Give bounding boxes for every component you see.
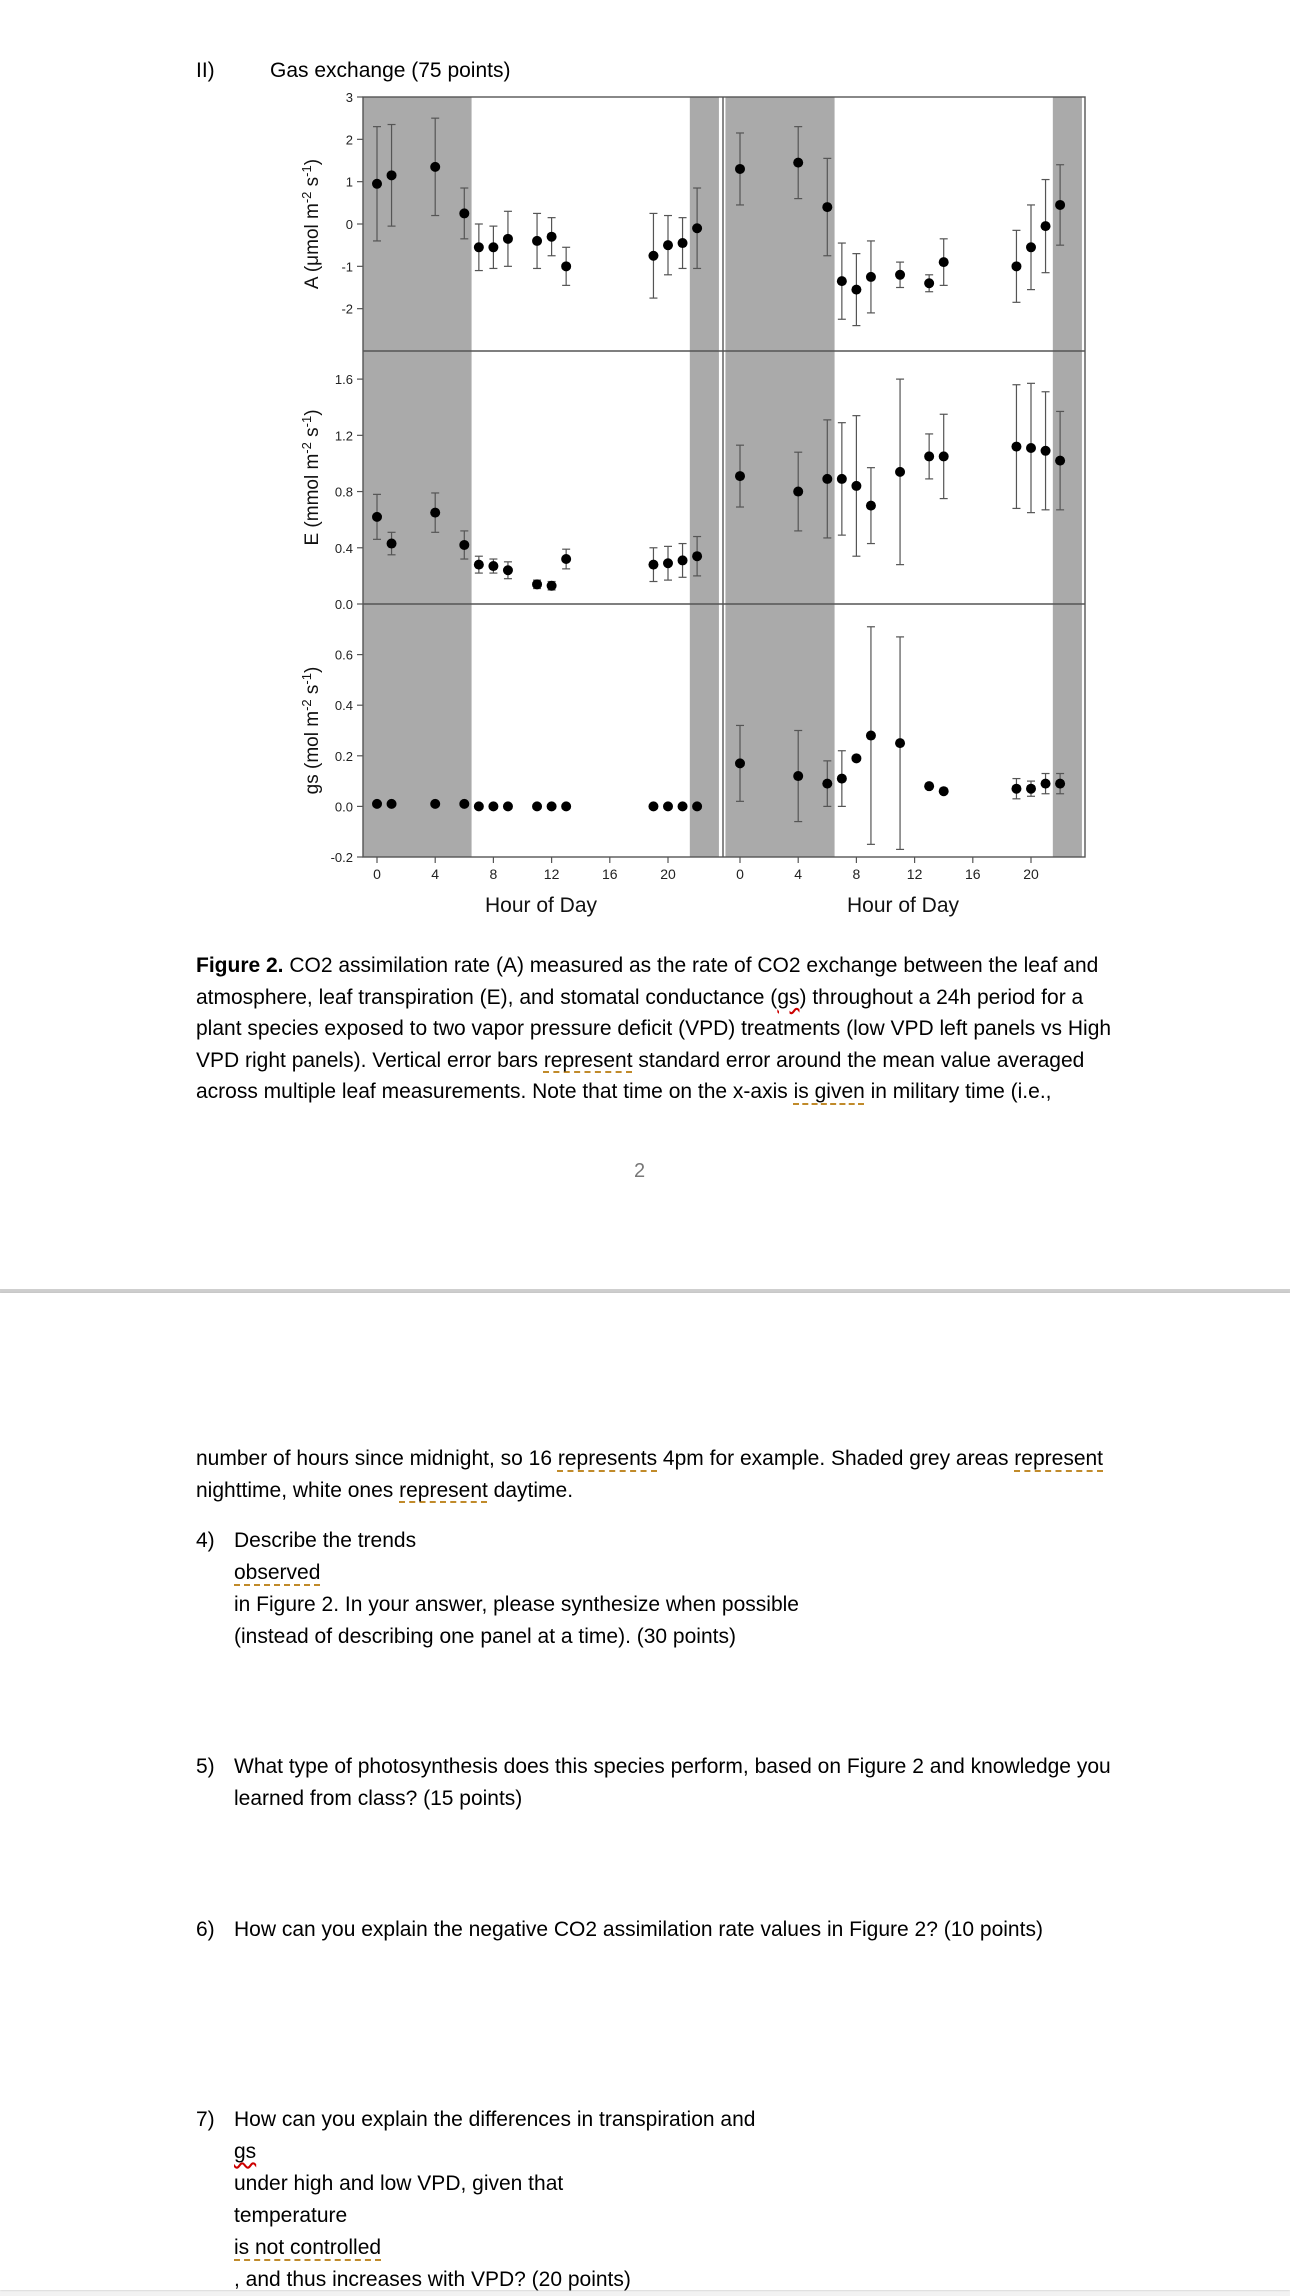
- data-point-A-left: [648, 251, 658, 261]
- caption-line-4a: VPD right panels). Vertical error bars: [196, 1048, 544, 1072]
- data-point-A-right: [1011, 261, 1021, 271]
- data-point-A-right: [837, 276, 847, 286]
- page-number: 2: [634, 1160, 646, 1182]
- data-point-gs-left: [692, 801, 702, 811]
- data-point-gs-right: [866, 731, 876, 741]
- data-point-E-right: [866, 501, 876, 511]
- question-6-number: 6): [196, 1918, 215, 1941]
- data-point-E-right: [793, 487, 803, 497]
- data-point-gs-right: [924, 781, 934, 791]
- question-4-line-1a: Describe the trends: [234, 1529, 417, 1552]
- x-tick-label-right: 20: [1023, 866, 1039, 882]
- cont-represents-word: represents: [557, 1447, 658, 1470]
- data-point-E-left: [663, 558, 673, 568]
- y-axis-label-part: -1: [299, 165, 314, 177]
- x-axis-label-left: Hour of Day: [484, 894, 598, 917]
- x-tick-label-right: 16: [965, 866, 981, 882]
- data-point-E-left: [372, 512, 382, 522]
- data-point-E-left: [547, 581, 557, 591]
- caption-label: Figure 2.: [196, 954, 284, 977]
- data-point-gs-left: [678, 801, 688, 811]
- data-point-A-right: [851, 285, 861, 295]
- caption-line-5a: across multiple leaf measurements. Note that time on the x-axis: [196, 1080, 794, 1103]
- y-tick-label: -1: [341, 259, 353, 275]
- question-7-gs-word: gs: [234, 2140, 257, 2163]
- data-point-gs-left: [459, 799, 469, 809]
- data-point-E-left: [678, 555, 688, 565]
- question-4-number: 4): [196, 1529, 215, 1552]
- caption-continuation: [196, 1443, 1103, 1506]
- question-4-line-1c: in Figure 2. In your answer, please synthesize when possible: [234, 1593, 799, 1616]
- cont-line-2a: nighttime, white ones: [196, 1478, 400, 1502]
- data-point-gs-right: [1011, 784, 1021, 794]
- data-point-A-right: [866, 272, 876, 282]
- data-point-gs-right: [837, 774, 847, 784]
- caption-gs-word: gs: [777, 985, 800, 1009]
- y-tick-label: 0.4: [334, 540, 353, 556]
- question-7-notcontrolled-words: is not controlled: [234, 2236, 382, 2259]
- data-point-A-right: [939, 257, 949, 267]
- data-point-A-left: [532, 236, 542, 246]
- y-axis-label-part: E (mmol m: [302, 453, 323, 546]
- question-7-line-2c: , and thus increases with VPD? (20 points): [234, 2268, 631, 2291]
- data-point-gs-left: [532, 801, 542, 811]
- question-5-number: 5): [196, 1755, 215, 1778]
- data-point-E-left: [488, 561, 498, 571]
- night-shading: [1053, 97, 1082, 857]
- data-point-E-left: [387, 539, 397, 549]
- y-tick-label: -2: [341, 301, 353, 317]
- data-point-gs-left: [648, 801, 658, 811]
- caption-line-5c: in military time (i.e.,: [864, 1080, 1052, 1103]
- data-point-E-right: [895, 467, 905, 477]
- caption-represent-word: represent: [543, 1048, 633, 1072]
- y-axis-label-part: -2: [299, 191, 314, 204]
- data-point-A-left: [678, 238, 688, 248]
- data-point-gs-right: [822, 779, 832, 789]
- data-point-gs-left: [387, 799, 397, 809]
- y-tick-label: 1: [345, 174, 353, 190]
- data-point-gs-right: [851, 753, 861, 763]
- y-tick-label: 0.0: [334, 799, 353, 815]
- data-point-gs-right: [939, 786, 949, 796]
- caption-isgiven-word: is given: [793, 1080, 865, 1103]
- data-point-A-right: [735, 164, 745, 174]
- data-point-gs-left: [372, 799, 382, 809]
- data-point-E-left: [561, 554, 571, 564]
- caption-line-2c: ) throughout a 24h period for a: [799, 985, 1084, 1009]
- y-axis-label: [299, 667, 323, 795]
- cont-represent-word-2: represent: [399, 1478, 488, 1502]
- y-axis-label-part: ): [302, 409, 323, 416]
- caption-line-4c: standard error around the mean value averaged: [632, 1048, 1085, 1072]
- y-axis-label-part: s: [302, 427, 323, 443]
- caption-line-1: CO2 assimilation rate (A) measured as the rate of CO2 exchange between the leaf and: [283, 954, 1099, 977]
- y-tick-label: 0.4: [334, 698, 353, 714]
- data-point-E-left: [459, 540, 469, 550]
- data-point-A-right: [1055, 200, 1065, 210]
- data-point-gs-right: [793, 771, 803, 781]
- x-tick-label-right: 4: [794, 866, 803, 882]
- data-point-gs-left: [430, 799, 440, 809]
- y-axis-label: [299, 159, 323, 289]
- data-point-A-left: [561, 261, 571, 271]
- y-axis-label-part: -1: [299, 415, 314, 428]
- data-point-gs-left: [503, 801, 513, 811]
- x-tick-label-left: 8: [489, 866, 498, 882]
- data-point-E-right: [924, 451, 934, 461]
- cont-represent-word: represent: [1014, 1447, 1104, 1470]
- data-point-E-left: [648, 560, 658, 570]
- data-point-E-right: [939, 451, 949, 461]
- data-point-E-right: [1026, 443, 1036, 453]
- y-tick-label: 3: [345, 90, 353, 105]
- data-point-E-right: [1041, 446, 1051, 456]
- data-point-A-right: [822, 202, 832, 212]
- data-point-gs-right: [1055, 779, 1065, 789]
- question-5-line-2: learned from class? (15 points): [234, 1787, 523, 1810]
- data-point-gs-left: [547, 801, 557, 811]
- question-7-number: 7): [196, 2108, 215, 2131]
- data-point-E-right: [1055, 456, 1065, 466]
- x-tick-label-left: 16: [602, 866, 618, 882]
- data-point-gs-left: [663, 801, 673, 811]
- data-point-A-right: [1041, 221, 1051, 231]
- y-tick-label: 0.2: [334, 748, 353, 764]
- data-point-E-right: [837, 474, 847, 484]
- question-7-line-1a: How can you explain the differences in transpiration and: [234, 2108, 756, 2131]
- cont-line-1a: number of hours since midnight, so 16: [196, 1447, 558, 1470]
- section-number: II): [196, 59, 215, 82]
- figure-caption: [196, 950, 1126, 1108]
- figure-2-chart: [0, 0, 1290, 930]
- x-axis-label-right: Hour of Day: [846, 894, 960, 917]
- y-tick-label: 1.2: [334, 428, 353, 444]
- night-shading: [690, 97, 719, 857]
- x-tick-label-right: 12: [906, 866, 923, 882]
- data-point-E-left: [532, 579, 542, 589]
- y-tick-label: 2: [345, 132, 353, 148]
- data-point-gs-left: [488, 801, 498, 811]
- data-point-gs-right: [895, 738, 905, 748]
- caption-line-2a: atmosphere, leaf transpiration (E), and stomatal conductance (: [196, 985, 778, 1009]
- y-axis-label-part: gs (mol m: [302, 710, 323, 795]
- data-point-A-left: [372, 179, 382, 189]
- y-axis-label-part: -2: [299, 699, 314, 711]
- data-point-gs-right: [1026, 784, 1036, 794]
- data-point-gs-right: [735, 758, 745, 768]
- data-point-A-left: [503, 234, 513, 244]
- data-point-gs-left: [561, 801, 571, 811]
- y-axis-label-part: ): [302, 158, 323, 166]
- data-point-A-left: [459, 208, 469, 218]
- y-axis-label-part: ): [302, 666, 323, 674]
- y-tick-label: 0.6: [334, 647, 353, 663]
- question-6-line-1: How can you explain the negative CO2 assimilation rate values in Figure 2? (10 points): [234, 1918, 1043, 1941]
- x-tick-label-left: 4: [431, 866, 440, 882]
- x-tick-label-right: 8: [852, 866, 861, 882]
- question-7-line-1c: under high and low VPD, given that: [234, 2172, 564, 2195]
- x-tick-label-left: 12: [543, 866, 560, 882]
- data-point-A-left: [663, 240, 673, 250]
- data-point-A-left: [547, 232, 557, 242]
- question-5-line-1: What type of photosynthesis does this species perform, based on Figure 2 and knowledge you: [234, 1755, 1111, 1778]
- question-7-line-2a: temperature: [234, 2204, 348, 2227]
- data-point-A-left: [387, 170, 397, 180]
- x-tick-label-left: 20: [660, 866, 676, 882]
- y-axis-label-part: s: [302, 176, 323, 192]
- data-point-E-right: [822, 474, 832, 484]
- data-point-A-left: [692, 223, 702, 233]
- data-point-A-right: [793, 158, 803, 168]
- y-axis-label-part: -1: [299, 673, 314, 685]
- y-axis-label-part: -2: [299, 442, 314, 454]
- data-point-A-right: [924, 278, 934, 288]
- data-point-E-left: [474, 560, 484, 570]
- data-point-E-left: [430, 508, 440, 518]
- data-point-A-left: [474, 242, 484, 252]
- y-axis-label-part: s: [302, 684, 323, 700]
- data-point-E-left: [692, 551, 702, 561]
- data-point-E-right: [1011, 442, 1021, 452]
- x-tick-label-left: 0: [373, 866, 381, 882]
- y-axis-label: [299, 409, 323, 545]
- y-tick-label: 0: [345, 217, 353, 232]
- data-point-gs-left: [474, 801, 484, 811]
- y-tick-label: -0.2: [330, 850, 353, 865]
- section-title: Gas exchange (75 points): [270, 59, 511, 82]
- night-shading: [363, 97, 472, 857]
- cont-line-2c: daytime.: [487, 1478, 574, 1502]
- x-tick-label-right: 0: [736, 866, 744, 882]
- y-tick-label: 1.6: [334, 372, 353, 388]
- data-point-E-left: [503, 565, 513, 575]
- y-axis-label-part: A (μmol m: [302, 203, 323, 290]
- question-4-observed-word: observed: [234, 1561, 321, 1584]
- question-4-line-2: (instead of describing one panel at a time). (30 points): [234, 1625, 736, 1648]
- data-point-A-left: [430, 162, 440, 172]
- y-tick-label: 0.8: [334, 484, 353, 500]
- data-point-A-left: [488, 242, 498, 252]
- y-tick-label: 0.0: [334, 597, 353, 612]
- cont-line-1c: 4pm for example. Shaded grey areas: [657, 1447, 1015, 1470]
- data-point-A-right: [1026, 242, 1036, 252]
- data-point-E-right: [735, 471, 745, 481]
- data-point-E-right: [851, 481, 861, 491]
- data-point-gs-right: [1041, 779, 1051, 789]
- caption-line-3: plant species exposed to two vapor pressure deficit (VPD) treatments (low VPD left panels vs High: [196, 1017, 1112, 1040]
- data-point-A-right: [895, 270, 905, 280]
